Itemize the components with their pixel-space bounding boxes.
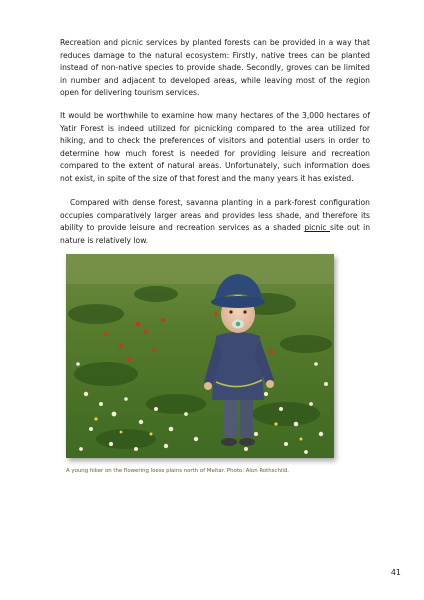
paragraph-yatir-forest: It would be worthwhile to examine how many hectares of the 3,000 hectares of Yatir Forest is indeed utilized for picnicking compared to the area utilized for hiking, and to check the preferences of visitors and potential users in order to determine how much forest is needed for providing leisure and recreation compared to the extent of natural areas. Unfortunately, such information does not exist, in spite of the size of that forest and the many years it has existed. (60, 111, 370, 183)
photo-caption: A young hiker on the flowering loess plains north of Meitar. Photo: Alon Rothschild. (66, 468, 290, 474)
paragraph-savanna-planting (60, 197, 370, 247)
photo-young-hiker (66, 254, 334, 458)
page-number: 41 (390, 568, 401, 577)
paragraph-recreation-services: Recreation and picnic services by planted forests can be provided in a way that reduces damage to the natural ecosystem: Firstly, native trees can be planted instead of non-native species to provide shade. Secondly, groves can be limited in number and adjacent to developed areas, while leaving most of the region open for delivering tourism services. (60, 38, 370, 98)
paragraph-savanna-text-after: site out in nature is relatively low. (60, 223, 371, 245)
picnic-link[interactable]: picnic (304, 223, 331, 233)
paragraph-savanna-text-before: Compared with dense forest, savanna planting in a park-forest configuration occupies comparatively larger areas and provides less shade, and therefore its ability to provide leisure and recreation services as a shaded (60, 198, 370, 233)
